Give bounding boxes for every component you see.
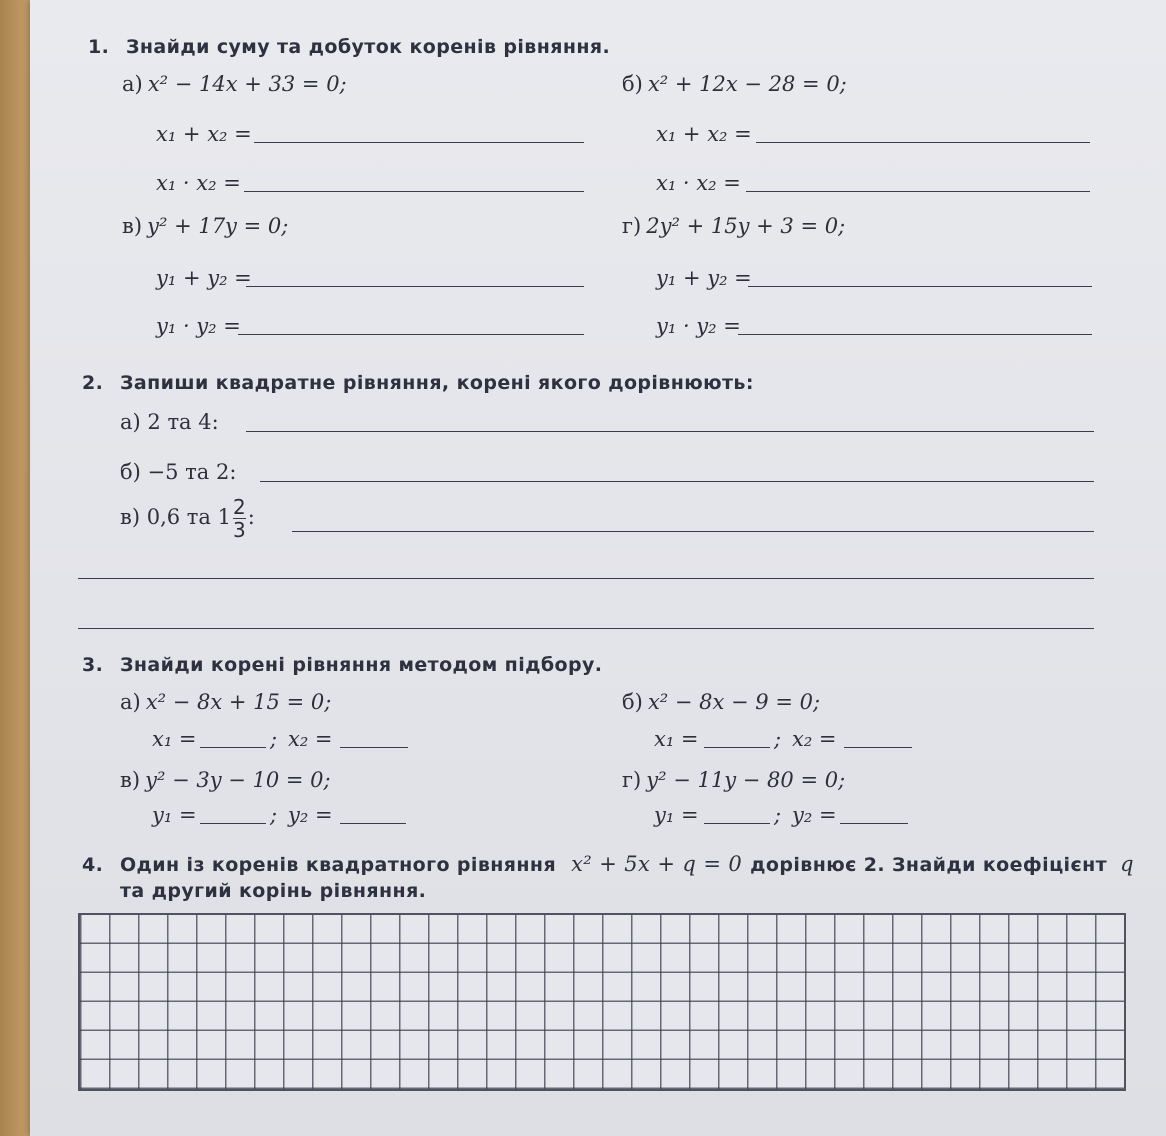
root2-label: y₂ = bbox=[288, 803, 333, 827]
task-4-heading bbox=[82, 852, 1134, 876]
root1-label: y₁ = bbox=[152, 803, 197, 827]
product-label: y₁ · y₂ = bbox=[156, 314, 241, 338]
task-1b bbox=[622, 72, 847, 96]
sum-label: x₁ + x₂ = bbox=[156, 122, 252, 146]
root1-label: x₁ = bbox=[152, 727, 197, 751]
sum-label: x₁ + x₂ = bbox=[656, 122, 752, 146]
answer-line[interactable] bbox=[746, 191, 1090, 192]
answer-line[interactable] bbox=[340, 823, 406, 824]
task-3d bbox=[622, 768, 845, 792]
answer-line[interactable] bbox=[748, 286, 1092, 287]
task-1d bbox=[622, 214, 845, 238]
equation: y² + 17y = 0; bbox=[147, 214, 289, 238]
task-number: 4. bbox=[82, 854, 104, 876]
task-1a bbox=[122, 72, 347, 96]
answer-line[interactable] bbox=[340, 747, 408, 748]
answer-line[interactable] bbox=[756, 142, 1090, 143]
separator: ; bbox=[774, 803, 782, 827]
equation: x² + 12x − 28 = 0; bbox=[647, 72, 847, 96]
task-3b bbox=[622, 690, 820, 714]
root2-label: x₂ = bbox=[288, 727, 333, 751]
answer-line[interactable] bbox=[244, 191, 584, 192]
equation: y² − 11y − 80 = 0; bbox=[646, 768, 846, 792]
item-label: г) bbox=[622, 214, 642, 238]
answer-line[interactable] bbox=[704, 823, 770, 824]
root2-label: x₂ = bbox=[792, 727, 837, 751]
root1-label: x₁ = bbox=[654, 727, 699, 751]
root1-label: y₁ = bbox=[654, 803, 699, 827]
separator: ; bbox=[270, 803, 278, 827]
sum-label: y₁ + y₂ = bbox=[156, 266, 252, 290]
answer-line[interactable] bbox=[844, 747, 912, 748]
equation: x² − 8x + 15 = 0; bbox=[145, 690, 332, 714]
item-label: в) bbox=[120, 505, 141, 529]
task-1-heading bbox=[88, 36, 610, 58]
coefficient: q bbox=[1120, 852, 1134, 876]
colon: : bbox=[247, 505, 255, 529]
task-title: Знайди суму та добуток коренів рівняння. bbox=[126, 36, 611, 58]
answer-line[interactable] bbox=[200, 747, 266, 748]
equation: 2y² + 15y + 3 = 0; bbox=[646, 214, 846, 238]
task-2-heading bbox=[82, 372, 754, 394]
item-label: а) bbox=[122, 72, 143, 96]
task-number: 1. bbox=[88, 36, 110, 58]
task-4-heading-line2: та другий корінь рівняння. bbox=[120, 880, 427, 902]
answer-line[interactable] bbox=[246, 286, 584, 287]
equation: x² + 5x + q = 0 bbox=[571, 852, 743, 876]
item-label: в) bbox=[120, 768, 141, 792]
worksheet-page bbox=[30, 0, 1166, 1136]
task-2b bbox=[120, 460, 236, 484]
task-title: Запиши квадратне рівняння, корені якого дорівнюють: bbox=[120, 372, 754, 394]
separator: ; bbox=[270, 727, 278, 751]
equation: y² − 3y − 10 = 0; bbox=[145, 768, 331, 792]
item-label: б) bbox=[622, 690, 643, 714]
answer-line[interactable] bbox=[246, 431, 1094, 432]
task-title-part2: дорівнює 2. Знайди коефіцієнт bbox=[750, 854, 1108, 876]
task-1c bbox=[122, 214, 288, 238]
task-title-part1: Один із коренів квадратного рівняння bbox=[120, 854, 557, 876]
task-3c bbox=[120, 768, 331, 792]
answer-line[interactable] bbox=[254, 142, 584, 143]
task-2c bbox=[120, 496, 255, 541]
answer-line[interactable] bbox=[704, 747, 770, 748]
fraction-numerator: 2 bbox=[232, 495, 246, 519]
item-label: г) bbox=[622, 768, 642, 792]
answer-line[interactable] bbox=[200, 823, 266, 824]
item-label: а) bbox=[120, 410, 141, 434]
product-label: x₁ · x₂ = bbox=[656, 171, 741, 195]
equation: x² − 8x − 9 = 0; bbox=[647, 690, 821, 714]
sum-label: y₁ + y₂ = bbox=[656, 266, 752, 290]
product-label: y₁ · y₂ = bbox=[656, 314, 741, 338]
task-3a bbox=[120, 690, 331, 714]
item-label: а) bbox=[120, 690, 141, 714]
task-number: 3. bbox=[82, 654, 104, 676]
task-number: 2. bbox=[82, 372, 104, 394]
roots-text: 0,6 та 1 bbox=[146, 505, 231, 529]
root2-label: y₂ = bbox=[792, 803, 837, 827]
answer-line[interactable] bbox=[738, 334, 1092, 335]
task-2a bbox=[120, 410, 219, 434]
item-label: б) bbox=[120, 460, 141, 484]
task-title: Знайди корені рівняння методом підбору. bbox=[120, 654, 603, 676]
answer-line[interactable] bbox=[78, 628, 1094, 629]
product-label: x₁ · x₂ = bbox=[156, 171, 241, 195]
mixed-fraction bbox=[233, 496, 246, 541]
task-3-heading bbox=[82, 654, 602, 676]
answer-line[interactable] bbox=[840, 823, 908, 824]
answer-line[interactable] bbox=[238, 334, 584, 335]
roots-text: 2 та 4: bbox=[147, 410, 219, 434]
equation: x² − 14x + 33 = 0; bbox=[147, 72, 347, 96]
item-label: в) bbox=[122, 214, 143, 238]
answer-line[interactable] bbox=[292, 531, 1094, 532]
roots-text: −5 та 2: bbox=[147, 460, 237, 484]
item-label: б) bbox=[622, 72, 643, 96]
separator: ; bbox=[774, 727, 782, 751]
answer-line[interactable] bbox=[78, 578, 1094, 579]
answer-line[interactable] bbox=[260, 481, 1094, 482]
squared-answer-grid[interactable] bbox=[78, 913, 1126, 1091]
fraction-denominator: 3 bbox=[232, 518, 246, 542]
